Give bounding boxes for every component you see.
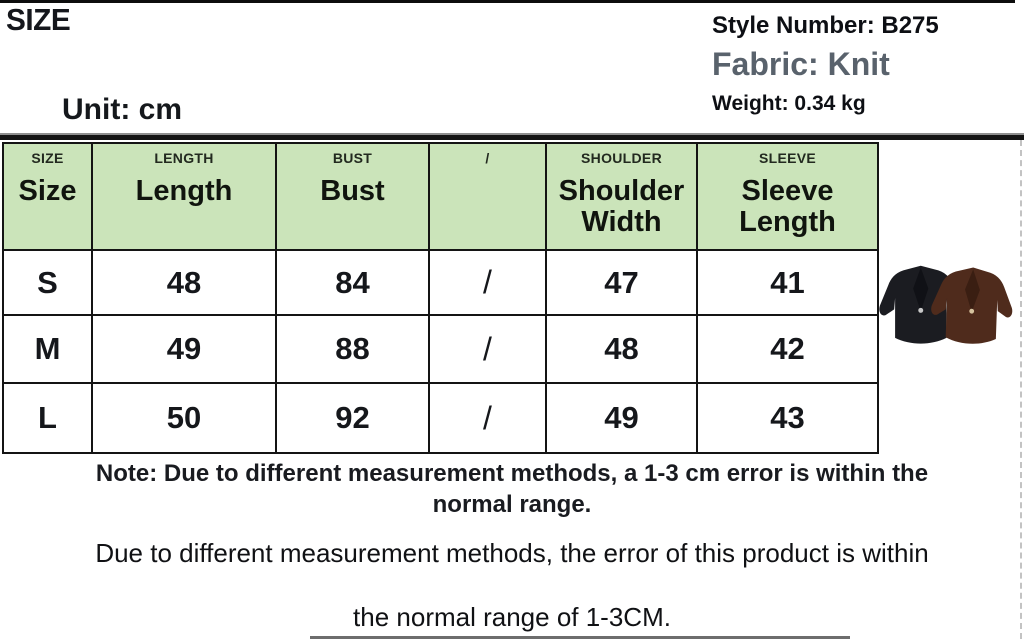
header-big-label: Shoulder Width [558,175,685,238]
top-border-line [0,0,1015,3]
header-divider-rule [0,133,1024,140]
header-big-label: Sleeve Length [739,175,836,238]
table-row-s-slash: / [430,251,547,316]
header-small-label: LENGTH [154,150,214,166]
header-big-label: Size [18,175,77,208]
product-photo [876,252,1018,362]
header-cell-shoulder [547,144,698,251]
header-big-label: Bust [320,175,385,208]
size-table [2,142,879,454]
fabric-label: Fabric: Knit [712,46,890,82]
table-row-l-slash: / [430,384,547,452]
header-small-label: / [485,150,490,166]
table-row-m-sleeve: 42 [698,316,877,384]
table-row-s-length: 48 [93,251,277,316]
product-info-block [712,12,1012,116]
header-cell-sleeve [698,144,877,251]
header-cell-size [4,144,93,251]
table-row-m-size: M [4,316,93,384]
table-row-l-shoulder: 49 [547,384,698,452]
header-cell-slash [430,144,547,251]
table-row-m-shoulder: 48 [547,316,698,384]
note-plain-line1: Due to different measurement methods, the error of this product is within [95,538,929,568]
table-row-m-slash: / [430,316,547,384]
table-row-s-sleeve: 41 [698,251,877,316]
right-dashed-border [1020,140,1022,639]
table-row-l-length: 50 [93,384,277,452]
header-small-label: SLEEVE [758,150,817,166]
note-bold-line2: normal range. [432,491,592,518]
table-row-s-bust: 84 [277,251,430,316]
note-bold-line1: Note: Due to different measurement methods, a 1-3 cm error is within the [95,460,929,487]
unit-label: Unit: cm [62,93,182,126]
table-row-m-length: 49 [93,316,277,384]
table-row-l-sleeve: 43 [770,400,805,435]
header-small-label: BUST [332,150,373,166]
table-row-l-size: L [4,384,93,452]
table-row-m-bust: 88 [277,316,430,384]
weight-label: Weight: 0.34 kg [712,92,866,115]
header-cell-bust [277,144,430,251]
page-title: SIZE [6,2,71,37]
header-small-label: SIZE [31,150,64,166]
header-cell-length [93,144,277,251]
cardigans-illustration [876,252,1018,362]
header-big-label: Length [135,175,233,208]
note-plain-line2: the normal range of 1-3CM. [353,602,671,632]
table-row-l-bust: 92 [277,384,430,452]
table-row-s-size: S [4,251,93,316]
table-row-s-shoulder: 47 [547,251,698,316]
header-small-label: SHOULDER [581,150,662,166]
style-number: Style Number: B275 [712,12,939,39]
